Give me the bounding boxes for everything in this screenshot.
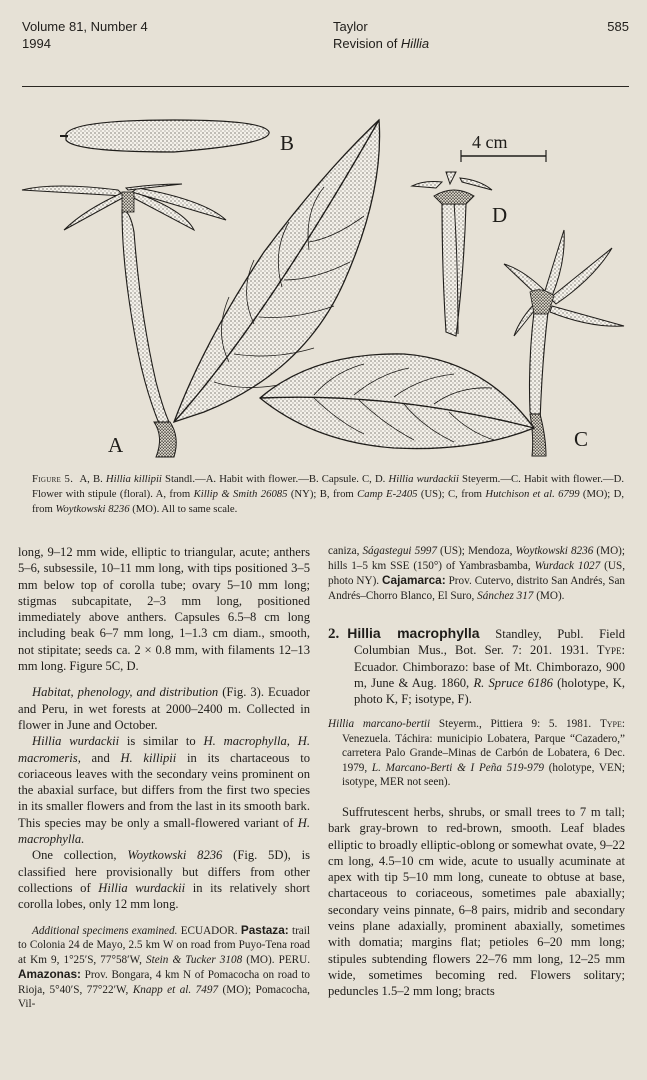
synonym-paragraph: Hillia marcano-bertii Steyerm., Pittiera 9: 5. 1981. Type: Venezuela. Táchira: municipio Lobatera, Parque “Cazadero,” carretera Palo Grande–Minas de Carbón de Lobatera, 6 Dec. 1979, L. Marcano-Berti & I Peña 519-979 (holotype, VEN; isotype, MER not seen). bbox=[328, 718, 625, 789]
flower-drawing-a bbox=[22, 184, 226, 457]
page-number: 585 bbox=[607, 19, 629, 34]
habitat-paragraph: Habitat, phenology, and distribution (Fig. 3). Ecuador and Peru, in wet forests at 2000–2400 m. Collected in flower in June and October. bbox=[18, 685, 310, 732]
leaf-drawing-c bbox=[260, 354, 534, 449]
species-heading-paragraph: 2. Hillia macrophylla Standley, Publ. Field Columbian Mus., Bot. Ser. 7: 201. 1931. Type: Ecuador. Chimborazo: base of Mt. Chimborazo, 900 m, June & Aug. 1860, R. Spruce 6186 (holotype, K, photo K, F; isotype, F). bbox=[328, 625, 625, 707]
publication-year: 1994 bbox=[22, 36, 51, 51]
flower-drawing-d bbox=[412, 172, 492, 336]
specimens-heading: Additional specimens examined. bbox=[32, 924, 178, 937]
figure-label-a: A bbox=[108, 433, 124, 457]
caption-label: Figure 5. bbox=[32, 473, 74, 485]
species-name: Hillia macrophylla bbox=[347, 625, 480, 641]
volume-number: Volume 81, Number 4 bbox=[22, 19, 148, 34]
specimens-continuation: caniza, Ságastegui 5997 (US); Mendoza, Woytkowski 8236 (MO); hills 1–5 km SSE (150°) of Yambrasbamba, Wurdack 1027 (US, photo NY). Cajamarca: Prov. Cutervo, distrito San Andrés, San Andrés–Chorro Blanco, El Suro, Sánchez 317 (MO). bbox=[328, 545, 626, 602]
figure-label-c: C bbox=[574, 427, 589, 451]
right-column bbox=[328, 544, 625, 1000]
left-column bbox=[18, 544, 310, 1012]
capsule-drawing-b bbox=[60, 120, 269, 152]
botanical-illustration bbox=[14, 92, 634, 464]
running-header-center bbox=[333, 18, 429, 52]
figure-label-d: D bbox=[492, 203, 508, 227]
collection-note-paragraph: One collection, Woytkowski 8236 (Fig. 5D), is classified here provisionally but differs from other collections of Hillia wurdackii in its relatively short corolla lobes, only 12 mm long. bbox=[18, 848, 310, 912]
article-title: Revision of Hillia bbox=[333, 36, 430, 51]
description-continuation: long, 9–12 mm wide, elliptic to triangular, acute; anthers 5–6, subsessile, 10–11 mm long, with tips positioned 3–5 mm below top of corolla tube; ovary 5–10 mm long; stigmas subcapitate, 2–3 mm long, positioned immediately above anthers. Capsules 6.5–8 cm long including beak 6–7 mm long, 1–1.3 cm diam., smooth, not stipitate; seeds ca. 2 × 0.8 mm, with filaments 12–13 mm long. Figure 5C, D. bbox=[18, 545, 310, 674]
discussion-paragraph: Hillia wurdackii is similar to H. macrophylla, H. macromeris, and H. killipii in its chartaceous to coriaceous leaves with the secondary veins prominent on the abaxial surface, but differs from the first two species in its smaller flowers and from the last in its smooth bark. This species may be only a small-flowered variant of H. macrophylla. bbox=[18, 734, 310, 847]
scale-bar-label: 4 cm bbox=[472, 132, 508, 152]
header-rule bbox=[22, 86, 629, 87]
figure-caption: Figure 5. A, B. Hillia killipii Standl.—A. Habit with flower.—B. Capsule. C, D. Hillia wurdackii Steyerm.—C. Habit with flower.—D. Flower with stipule (floral). A, from Killip & Smith 26085 (NY); B, from Camp E-2405 (US); C, from Hutchison et al. 6799 (MO); D, from Woytkowski 8236 (MO). All to same scale. bbox=[32, 473, 625, 515]
species-number: 2. bbox=[328, 626, 340, 642]
habitat-heading: Habitat, phenology, and distribution bbox=[32, 685, 219, 700]
author-name: Taylor bbox=[333, 19, 368, 34]
specimens-examined-paragraph: Additional specimens examined. ECUADOR. Pastaza: trail to Colonia 24 de Mayo, 2.5 km W on road from Puyo-Tena road at Km 9, 1°25′S, 77°58′W, Stein & Tucker 3108 (MO). PERU. Amazonas: Prov. Bongara, 4 km N of Pomacocha on road to Rioja, 5°40′S, 77°22′W, Knapp et al. 7497 (MO); Pomacocha, Vil- bbox=[18, 922, 311, 1011]
figure-label-b: B bbox=[280, 131, 295, 155]
species-description: Suffrutescent herbs, shrubs, or small trees to 7 m tall; bark gray-brown to red-brown, smooth. Leaf blades elliptic to broadly elliptic-oblong or somewhat ovate, 9–22 cm long, 4.5–10 cm wide, acute to usually acuminate at apex with tip 5–10 mm long, cuneate to obtuse at base, chartaceous to coriaceous, sometimes pale abaxially; secondary veins pinnate, 6–8 pairs, midrib and secondary veins plane adaxially, prominent abaxially, sometimes with domatia; margins flat; petioles 6–20 mm long; stipules subtending flowers 22–76 mm long, 12–25 mm wide, sometimes becoming red. Flowers solitary; peduncles 1.5–2 mm long; bracts bbox=[328, 804, 625, 999]
running-header-left bbox=[22, 18, 148, 52]
